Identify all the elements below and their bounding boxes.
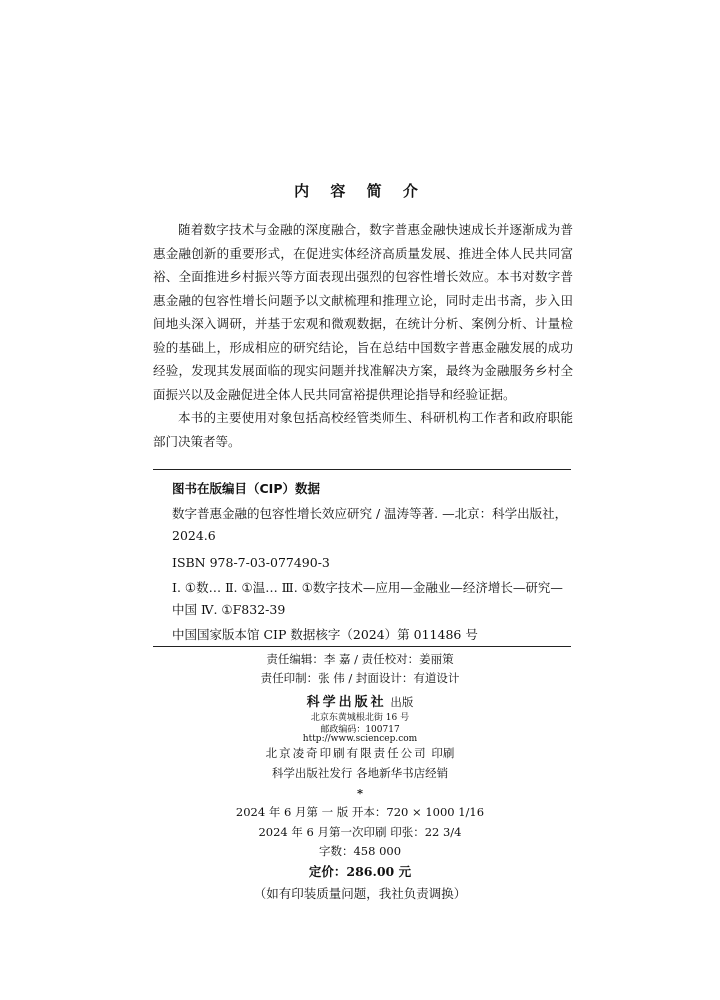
publisher-website: http://www.sciencep.com bbox=[302, 734, 418, 744]
distribution-line: 科学出版社发行 各地新华书店经销 bbox=[271, 766, 449, 780]
cip-isbn: ISBN 978-7-03-077490-3 bbox=[172, 555, 330, 570]
publisher-postcode: 邮政编码：100717 bbox=[320, 725, 400, 735]
intro-paragraph-2: 本书的主要使用对象包括高校经管类师生、科研机构工作者和政府职能部门决策者等。 bbox=[153, 410, 573, 449]
cip-record: 数字普惠金融的包容性增长效应研究 / 温涛等著. —北京：科学出版社，2024.6 bbox=[172, 506, 568, 543]
cip-classification: Ⅰ. ①数… Ⅱ. ①温… Ⅲ. ①数字技术—应用—金融业—经济增长—研究—中国 Ⅳ. ①F832-39 bbox=[172, 580, 563, 617]
edition-line: 2024 年 6 月第 一 版 开本：720 × 1000 1/16 bbox=[235, 805, 485, 819]
intro-section bbox=[153, 218, 573, 453]
printer-name: 北京凌奇印刷有限责任公司 bbox=[265, 746, 428, 760]
publisher-address: 北京东黄城根北街 16 号 bbox=[310, 713, 410, 723]
printer-line bbox=[0, 745, 720, 761]
page-title: 内 容 简 介 bbox=[294, 182, 426, 200]
divider-bottom bbox=[153, 646, 571, 647]
cip-library-number: 中国国家版本馆 CIP 数据核字（2024）第 011486 号 bbox=[172, 627, 478, 642]
price-line: 定价：286.00 元 bbox=[308, 864, 412, 879]
intro-paragraph-1: 随着数字技术与金融的深度融合，数字普惠金融快速成长并逐渐成为普惠金融创新的重要形式，在促进实体经济高质量发展、推进全体人民共同富裕、全面推进乡村振兴等方面表现出强烈的包容性增长效应。本书对数字普惠金融的包容性增长问题予以文献梳理和推理立论，同时走出书斋，步入田间地头深入调研，并基于宏观和微观数据，在统计分析、案例分析、计量检验的基础上，形成相应的研究结论，旨在总结中国数字普惠金融发展的成功经验，发现其发展面临的现实问题并找准解决方案，最终为金融服务乡村全面振兴以及金融促进全体人民共同富裕提供理论指导和经验证据。 bbox=[153, 222, 573, 402]
quality-notice: （如有印装质量问题，我社负责调换） bbox=[253, 886, 467, 901]
editors-line: 责任编辑：李 嘉 / 责任校对：姜丽策 bbox=[266, 652, 454, 666]
impression-line: 2024 年 6 月第一次印刷 印张：22 3/4 bbox=[258, 825, 462, 839]
cip-heading: 图书在版编目（CIP）数据 bbox=[172, 481, 320, 496]
wordcount-line: 字数：458 000 bbox=[318, 844, 402, 858]
publisher-line bbox=[0, 691, 720, 710]
printer-suffix: 印刷 bbox=[431, 746, 455, 760]
publisher-logo: 科学出版社 bbox=[306, 695, 387, 710]
printing-line: 责任印制：张 伟 / 封面设计：有道设计 bbox=[260, 671, 460, 685]
divider-top bbox=[153, 469, 571, 470]
star-separator: * bbox=[356, 786, 363, 800]
publisher-suffix: 出版 bbox=[390, 695, 414, 709]
